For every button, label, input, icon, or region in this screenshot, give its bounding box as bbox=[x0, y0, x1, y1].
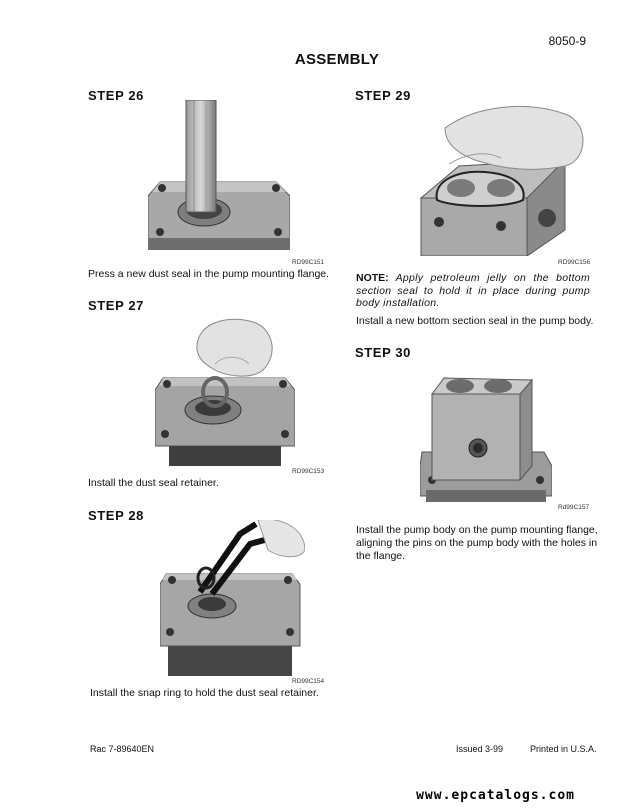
step-28-figure-code: RD99C154 bbox=[292, 678, 325, 685]
page-title: ASSEMBLY bbox=[294, 51, 380, 68]
note-text-line-2: section seal to hold it in place during pump bbox=[356, 284, 590, 297]
step-30-caption-line-1: Install the pump body on the pump mounting flange, bbox=[356, 524, 598, 536]
step-27-figure bbox=[155, 314, 295, 466]
step-30-caption-line-2: aligning the pins on the pump body with the holes in bbox=[356, 537, 598, 549]
step-27-heading: STEP 27 bbox=[88, 298, 144, 313]
step-26-figure-code: RD99C151 bbox=[292, 259, 325, 266]
footer-issued: Issued 3-99 bbox=[456, 744, 504, 754]
step-29-figure bbox=[415, 100, 589, 256]
step-30-figure bbox=[420, 370, 552, 502]
step-26-figure bbox=[148, 100, 290, 256]
step-27-figure-code: RD99C153 bbox=[292, 468, 325, 475]
step-26-heading: STEP 26 bbox=[88, 88, 144, 103]
step-27-caption: Install the dust seal retainer. bbox=[88, 477, 219, 489]
page-number: 8050-9 bbox=[548, 34, 586, 48]
step-28-heading: STEP 28 bbox=[88, 508, 144, 523]
step-30-caption-line-3: the flange. bbox=[356, 550, 406, 562]
step-28-caption: Install the snap ring to hold the dust seal retainer. bbox=[90, 687, 319, 699]
note-text-line-3: body installation. bbox=[356, 297, 440, 309]
step-30-figure-code: Rd99C157 bbox=[558, 504, 590, 511]
step-30-heading: STEP 30 bbox=[355, 345, 411, 360]
step-29-heading: STEP 29 bbox=[355, 88, 411, 103]
step-29-note bbox=[356, 272, 590, 310]
note-label: NOTE: bbox=[356, 272, 389, 284]
note-text-line-1: Apply petroleum jelly on the bottom bbox=[395, 272, 590, 284]
watermark: www.epcatalogs.com bbox=[416, 788, 575, 803]
footer-printed: Printed in U.S.A. bbox=[530, 744, 597, 754]
step-29-caption: Install a new bottom section seal in the pump body. bbox=[356, 315, 594, 327]
step-26-caption: Press a new dust seal in the pump mounting flange. bbox=[88, 268, 330, 280]
step-28-figure bbox=[160, 520, 305, 676]
step-29-figure-code: RD99C156 bbox=[558, 259, 591, 266]
step-30-caption bbox=[356, 524, 598, 563]
footer-doc-code: Rac 7-89640EN bbox=[90, 744, 155, 754]
